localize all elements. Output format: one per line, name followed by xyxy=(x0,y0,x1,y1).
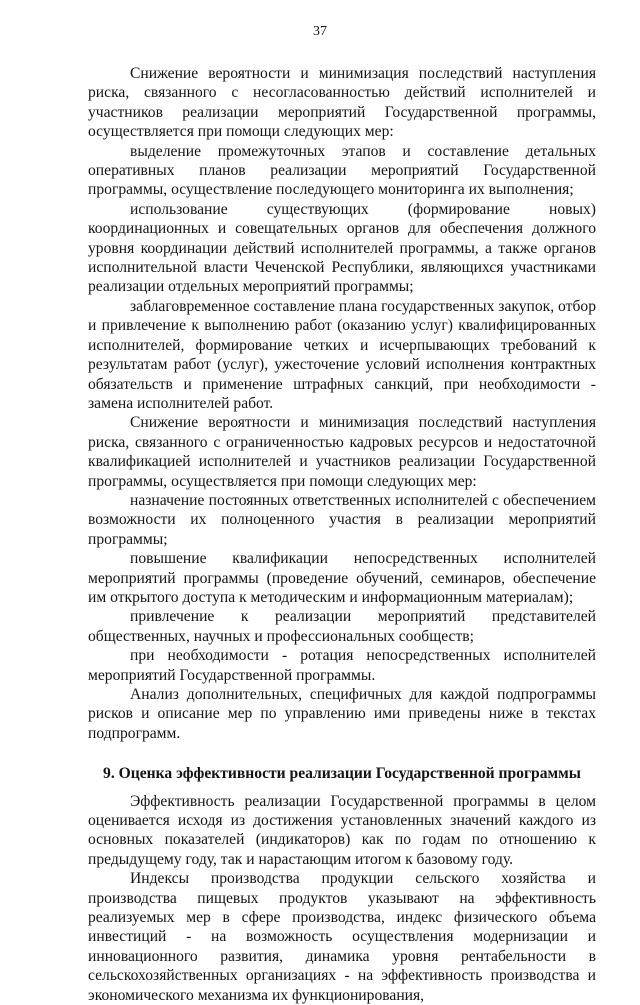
paragraph: Снижение вероятности и минимизация последствий наступления риска, связанного с несогласованностью действий исполнителей и участников реализации мероприятий Государственной программы, осуществляется при помощи следующих мер: xyxy=(88,65,596,141)
page-number: 37 xyxy=(313,24,327,39)
paragraph: Снижение вероятности и минимизация последствий наступления риска, связанного с ограниченностью кадровых ресурсов и недостаточной квалификацией исполнителей и участников реализации Государственной программы, осуществляется при помощи следующих мер: xyxy=(88,414,596,490)
paragraph: назначение постоянных ответственных исполнителей с обеспечением возможности их полноценного участия в реализации мероприятий программы; xyxy=(88,491,596,548)
paragraph: Индексы производства продукции сельского хозяйства и производства пищевых продуктов указывают на эффективность реализуемых мер в сфере производства, индекс физического объема инвестиций - на возможность осуществления модернизации и инновационного развития, динамика уровня рентабельности в сельскохозяйственных организациях - на эффективность производства и экономического механизма их функционирования, xyxy=(88,870,596,1004)
paragraph: использование существующих (формирование новых) координационных и совещательных органов для обеспечения должного уровня координации действий исполнителей программы, а также органов исполнительной власти Чеченской Республики, являющихся участниками реализации отдельных мероприятий программы; xyxy=(88,200,596,296)
paragraph: заблаговременное составление плана государственных закупок, отбор и привлечение к выполнению работ (оказанию услуг) квалифицированных исполнителей, формирование четких и исчерпывающих требований к результатам работ (услуг), ужесточение условий исполнения контрактных обязательств и применение штрафных санкций, при необходимости - замена исполнителей работ. xyxy=(88,297,596,412)
paragraph: Анализ дополнительных, специфичных для каждой подпрограммы рисков и описание мер по управлению ими приведены ниже в текстах подпрограмм. xyxy=(88,686,596,742)
paragraph: при необходимости - ротация непосредственных исполнителей мероприятий Государственной программы. xyxy=(88,647,596,684)
paragraph: Эффективность реализации Государственной программы в целом оценивается исходя из достижения установленных значений каждого из основных показателей (индикаторов) как по годам по отношению к предыдущему году, так и нарастающим итогом к базовому году. xyxy=(88,792,596,868)
paragraph: повышение квалификации непосредственных исполнителей мероприятий программы (проведение обучений, семинаров, обеспечение им открытого доступа к методическим и информационным материалам); xyxy=(88,550,596,606)
paragraph: выделение промежуточных этапов и составление детальных оперативных планов реализации мероприятий Государственной программы, осуществление последующего мониторинга их выполнения; xyxy=(88,142,596,199)
page-content xyxy=(88,64,596,1005)
paragraph: привлечение к реализации мероприятий представителей общественных, научных и профессиональных сообществ; xyxy=(88,608,596,645)
section-heading: 9. Оценка эффективности реализации Государственной программы xyxy=(103,765,581,783)
